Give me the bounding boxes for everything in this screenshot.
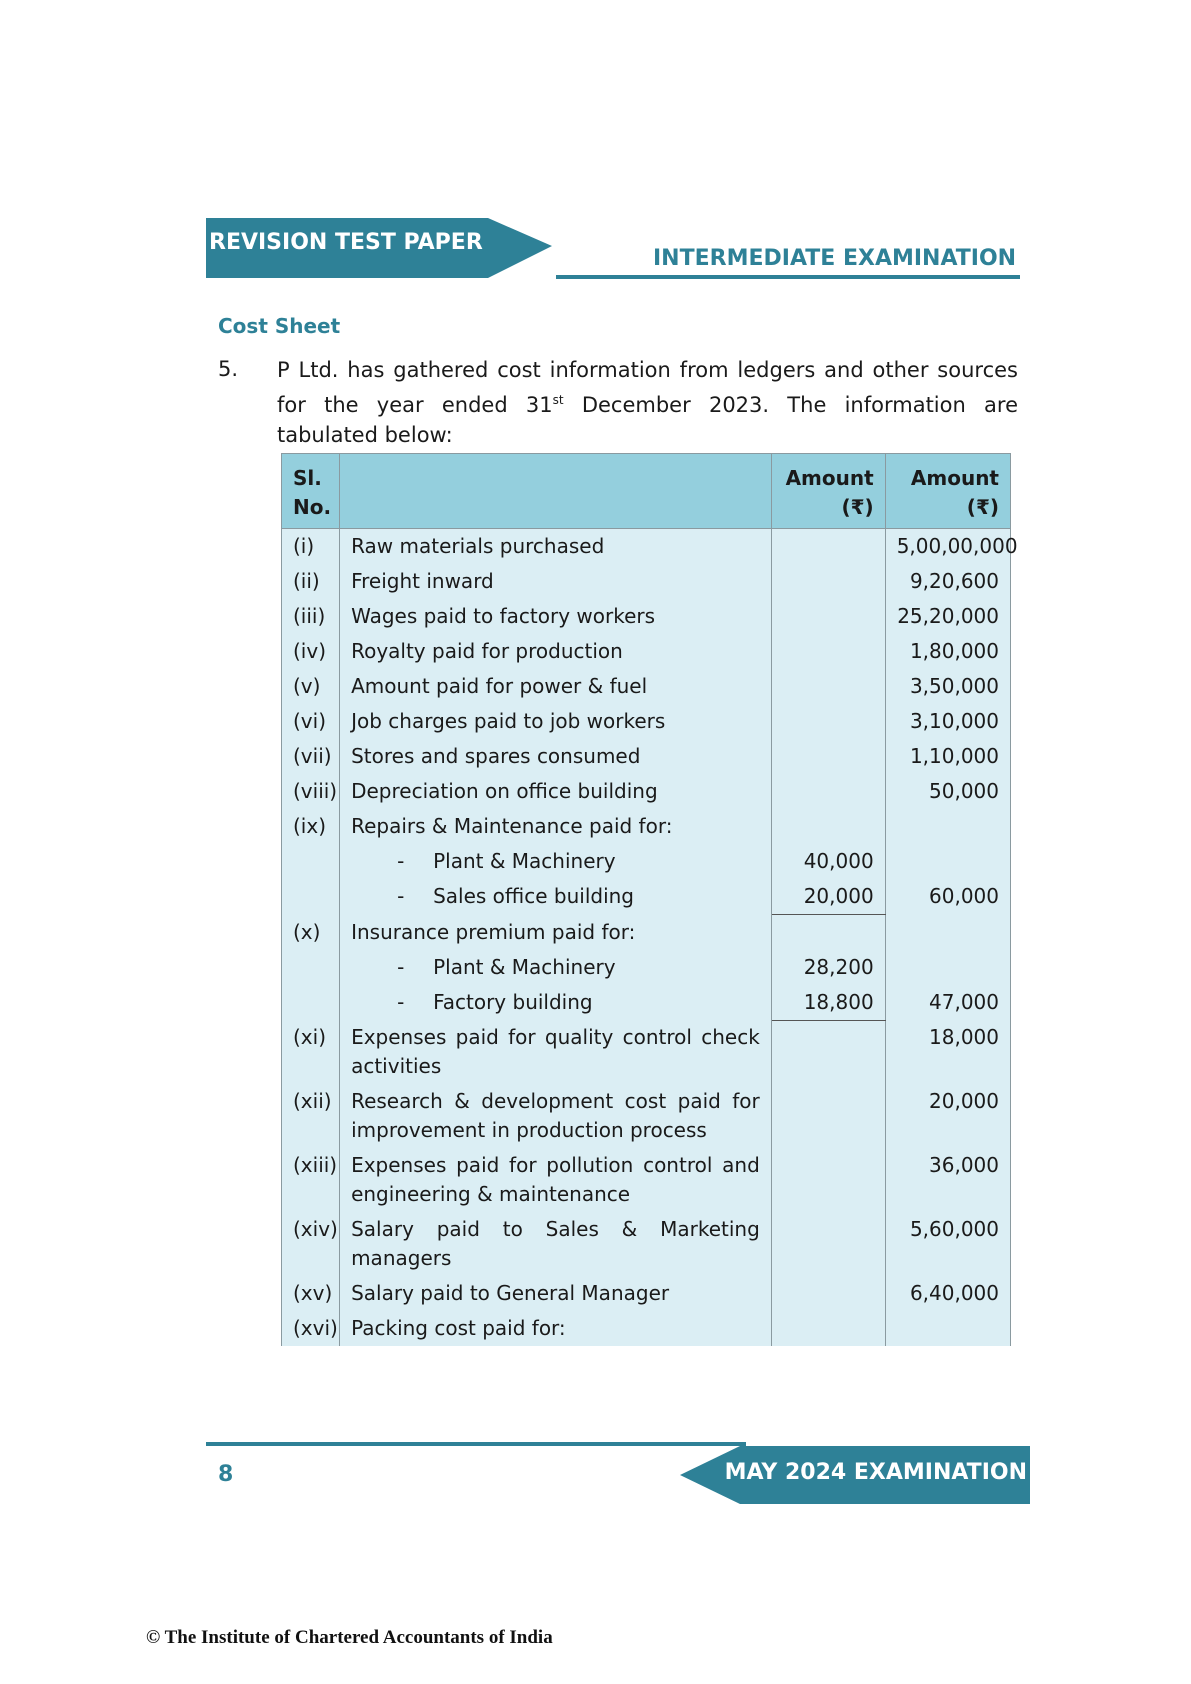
row-amount-1 bbox=[771, 704, 885, 739]
row-description bbox=[340, 844, 772, 879]
header-sl-no bbox=[282, 454, 340, 529]
dash-bullet: - bbox=[397, 989, 405, 1014]
row-sl-no: (iii) bbox=[282, 599, 340, 634]
header-amount-part: Amount bbox=[785, 466, 874, 490]
row-amount-2: 1,10,000 bbox=[885, 739, 1010, 774]
row-description: Freight inward bbox=[340, 564, 772, 599]
table-row bbox=[282, 564, 1011, 599]
row-sl-no: (ii) bbox=[282, 564, 340, 599]
sub-item bbox=[351, 847, 760, 876]
row-sl-no: (xiii) bbox=[282, 1148, 340, 1212]
row-sl-no: (vii) bbox=[282, 739, 340, 774]
row-description: Salary paid to Sales & Marketing managers bbox=[340, 1212, 772, 1276]
row-amount-2: 1,80,000 bbox=[885, 634, 1010, 669]
row-description: Packing cost paid for: bbox=[340, 1311, 772, 1346]
row-sl-no bbox=[282, 950, 340, 985]
cost-information-table bbox=[281, 453, 1018, 1346]
row-description: Research & development cost paid for improvement in production process bbox=[340, 1084, 772, 1148]
row-description: Repairs & Maintenance paid for: bbox=[340, 809, 772, 844]
revision-test-paper-label: REVISION TEST PAPER bbox=[209, 230, 483, 255]
row-sl-no: (xiv) bbox=[282, 1212, 340, 1276]
row-amount-2 bbox=[885, 1311, 1010, 1346]
table-row bbox=[282, 704, 1011, 739]
question-text-part1: P Ltd. has gathered cost information from ledgers and other sources for the year ended 31 bbox=[277, 358, 1018, 417]
header-amount-1 bbox=[771, 454, 885, 529]
row-sl-no: (xv) bbox=[282, 1276, 340, 1311]
table-row bbox=[282, 1311, 1011, 1346]
row-amount-1 bbox=[771, 599, 885, 634]
table-row bbox=[282, 739, 1011, 774]
row-sl-no: (x) bbox=[282, 915, 340, 950]
row-amount-1 bbox=[771, 1212, 885, 1276]
row-amount-1 bbox=[771, 809, 885, 844]
table-row bbox=[282, 599, 1011, 634]
row-amount-2: 9,20,600 bbox=[885, 564, 1010, 599]
row-sl-no bbox=[282, 844, 340, 879]
sub-item-label: Plant & Machinery bbox=[433, 954, 616, 979]
row-amount-2: 47,000 bbox=[885, 985, 1010, 1021]
row-sl-no: (vi) bbox=[282, 704, 340, 739]
row-amount-2 bbox=[885, 915, 1010, 950]
header-description bbox=[340, 454, 772, 529]
section-title: Cost Sheet bbox=[218, 314, 341, 338]
row-amount-1 bbox=[771, 1084, 885, 1148]
may-2024-examination-label: MAY 2024 EXAMINATION bbox=[724, 1460, 1027, 1485]
table-row bbox=[282, 529, 1011, 565]
row-description: Wages paid to factory workers bbox=[340, 599, 772, 634]
dash-bullet: - bbox=[397, 849, 405, 873]
question-text-sup: st bbox=[552, 393, 564, 407]
table-sub-row bbox=[282, 879, 1011, 915]
dash-bullet: - bbox=[397, 884, 405, 908]
header-amount-part: (₹) bbox=[966, 495, 999, 519]
row-amount-1 bbox=[771, 774, 885, 809]
table-row bbox=[282, 774, 1011, 809]
row-amount-2: 5,60,000 bbox=[885, 1212, 1010, 1276]
table-header-row bbox=[282, 454, 1011, 529]
sub-item bbox=[351, 882, 760, 911]
sub-item bbox=[351, 953, 760, 982]
row-sl-no bbox=[282, 985, 340, 1021]
row-amount-2: 3,10,000 bbox=[885, 704, 1010, 739]
row-amount-2 bbox=[885, 844, 1010, 879]
row-sl-no: (ix) bbox=[282, 809, 340, 844]
sub-item-label: Sales office building bbox=[433, 884, 635, 908]
row-description: Salary paid to General Manager bbox=[340, 1276, 772, 1311]
header-sl-no-part: No. bbox=[293, 495, 332, 519]
header-banner bbox=[206, 218, 556, 278]
table-row bbox=[282, 809, 1011, 844]
table-row bbox=[282, 1276, 1011, 1311]
row-amount-1 bbox=[771, 1148, 885, 1212]
table-row bbox=[282, 915, 1011, 950]
row-sl-no: (viii) bbox=[282, 774, 340, 809]
table-sub-row bbox=[282, 950, 1011, 985]
row-description: Job charges paid to job workers bbox=[340, 704, 772, 739]
row-amount-1 bbox=[771, 634, 885, 669]
row-sl-no: (v) bbox=[282, 669, 340, 704]
row-sl-no: (i) bbox=[282, 529, 340, 565]
row-amount-1 bbox=[771, 1020, 885, 1084]
header-amount-2 bbox=[885, 454, 1010, 529]
row-description: Insurance premium paid for: bbox=[340, 915, 772, 950]
question-number: 5. bbox=[218, 357, 239, 381]
row-description bbox=[340, 879, 772, 915]
header-sl-no-part: Sl. bbox=[293, 466, 322, 490]
header-divider bbox=[556, 275, 1020, 279]
row-amount-2: 60,000 bbox=[885, 879, 1010, 915]
row-description: Expenses paid for pollution control and engineering & maintenance bbox=[340, 1148, 772, 1212]
row-description: Royalty paid for production bbox=[340, 634, 772, 669]
footer-divider bbox=[206, 1442, 746, 1446]
table-row bbox=[282, 1084, 1011, 1148]
row-amount-1: 28,200 bbox=[771, 950, 885, 985]
row-amount-1 bbox=[771, 915, 885, 950]
row-amount-1 bbox=[771, 669, 885, 704]
table-row bbox=[282, 1148, 1011, 1212]
table-sub-row bbox=[282, 985, 1011, 1021]
dash-bullet: - bbox=[397, 954, 405, 979]
row-description: Expenses paid for quality control check activities bbox=[340, 1020, 772, 1084]
row-sl-no bbox=[282, 879, 340, 915]
row-sl-no: (xvi) bbox=[282, 1311, 340, 1346]
question-text-part2: December 2023. The information are tabulated below: bbox=[277, 393, 1018, 447]
page-number: 8 bbox=[218, 1462, 234, 1487]
row-amount-1 bbox=[771, 1311, 885, 1346]
question-text bbox=[277, 355, 1018, 450]
row-amount-2: 20,000 bbox=[885, 1084, 1010, 1148]
row-description: Raw materials purchased bbox=[340, 529, 772, 565]
row-amount-2: 18,000 bbox=[885, 1020, 1010, 1084]
table-row bbox=[282, 634, 1011, 669]
row-description bbox=[340, 950, 772, 985]
row-amount-2: 25,20,000 bbox=[885, 599, 1010, 634]
intermediate-examination-title: INTERMEDIATE EXAMINATION bbox=[653, 246, 1017, 271]
row-amount-2 bbox=[885, 809, 1010, 844]
row-sl-no: (iv) bbox=[282, 634, 340, 669]
header-amount-part: (₹) bbox=[841, 495, 874, 519]
table-row bbox=[282, 1020, 1011, 1084]
table-row bbox=[282, 669, 1011, 704]
row-amount-2 bbox=[885, 950, 1010, 985]
table-row bbox=[282, 1212, 1011, 1276]
row-amount-1 bbox=[771, 564, 885, 599]
sub-item bbox=[351, 988, 760, 1017]
row-amount-1 bbox=[771, 1276, 885, 1311]
row-amount-2: 3,50,000 bbox=[885, 669, 1010, 704]
footer-banner bbox=[680, 1446, 1030, 1504]
row-amount-2: 6,40,000 bbox=[885, 1276, 1010, 1311]
row-sl-no: (xii) bbox=[282, 1084, 340, 1148]
table-sub-row bbox=[282, 844, 1011, 879]
row-sl-no: (xi) bbox=[282, 1020, 340, 1084]
row-description: Amount paid for power & fuel bbox=[340, 669, 772, 704]
row-amount-1 bbox=[771, 739, 885, 774]
row-amount-2: 36,000 bbox=[885, 1148, 1010, 1212]
row-amount-1: 40,000 bbox=[771, 844, 885, 879]
copyright-notice: © The Institute of Chartered Accountants of India bbox=[146, 1627, 553, 1648]
row-amount-1: 18,800 bbox=[771, 985, 885, 1021]
row-amount-2: 50,000 bbox=[885, 774, 1010, 809]
header-amount-part: Amount bbox=[910, 466, 999, 490]
row-amount-1 bbox=[771, 529, 885, 565]
row-amount-1: 20,000 bbox=[771, 879, 885, 915]
row-description bbox=[340, 985, 772, 1021]
row-description: Stores and spares consumed bbox=[340, 739, 772, 774]
row-description: Depreciation on office building bbox=[340, 774, 772, 809]
row-amount-2: 5,00,00,000 bbox=[885, 529, 1010, 565]
sub-item-label: Plant & Machinery bbox=[433, 849, 616, 873]
sub-item-label: Factory building bbox=[433, 989, 593, 1014]
